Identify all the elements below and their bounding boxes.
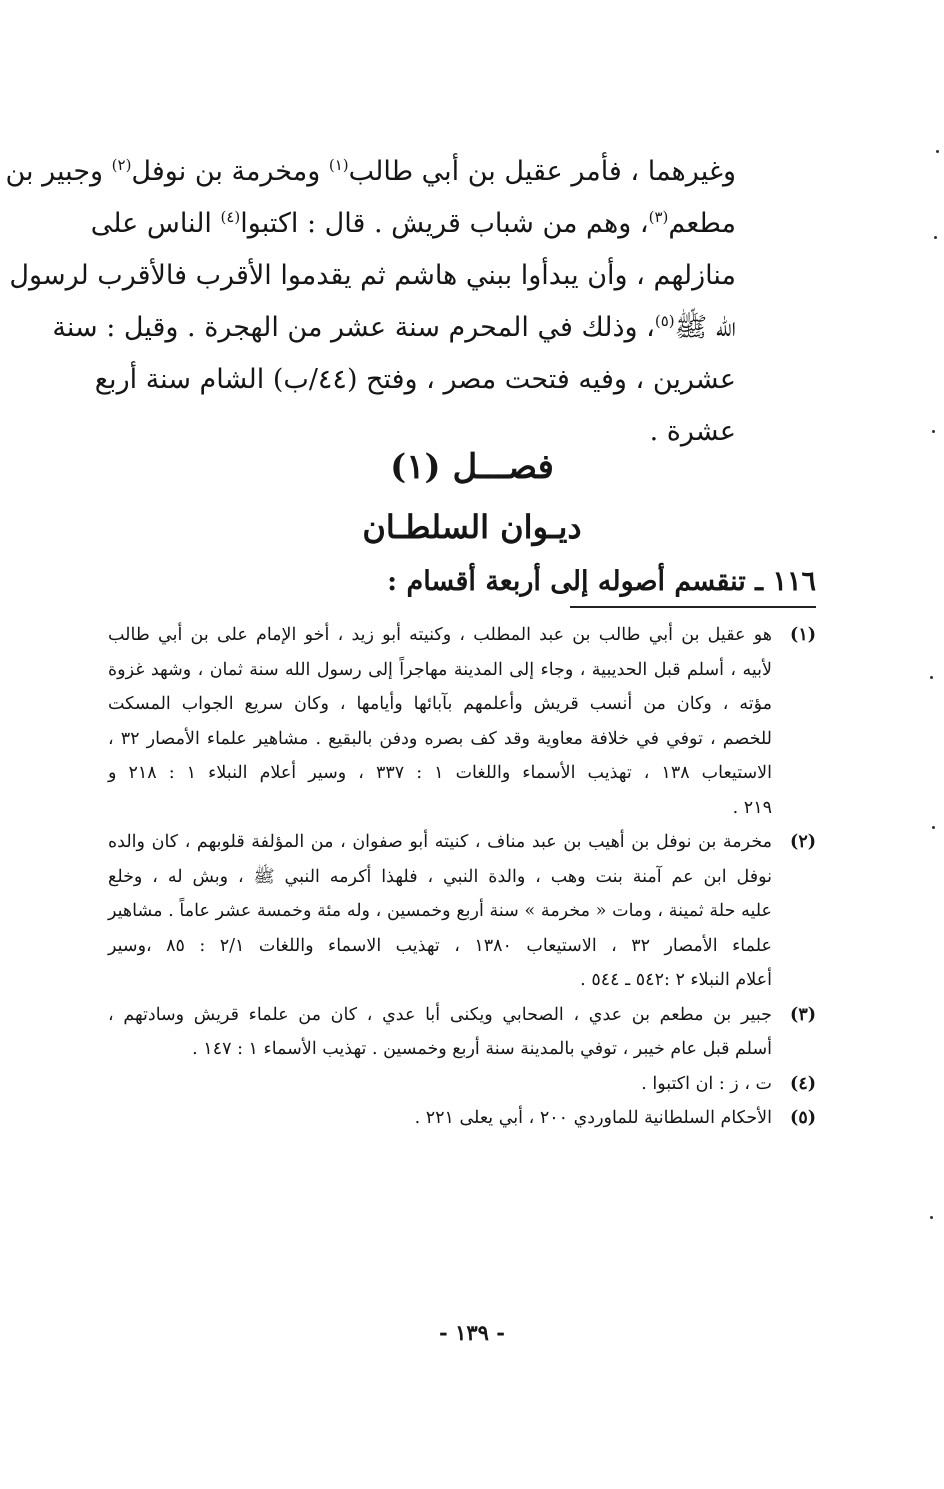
footnote-ref: (٤) <box>220 208 241 226</box>
footnote-line: الاستيعاب ١٣٨ ، تهذيب الأسماء واللغات ١ : ٣٣٧ ، وسير أعلام النبلاء ١ : ٢١٨ و <box>108 763 772 783</box>
text-run: مطعم <box>668 208 736 239</box>
scan-speck <box>930 676 933 679</box>
footnote-ref: (٥) <box>654 312 675 330</box>
footnote-divider <box>570 606 816 608</box>
text-run: منازلهم ، وأن يبدأوا ببني هاشم ثم يقدموا الأقرب فالأقرب لرسول <box>9 260 736 291</box>
footnote-line: نوفل ابن عم آمنة بنت وهب ، والدة النبي ، فلهذا أكرمه النبي ﷺ ، وبش له ، وخلع <box>108 866 772 887</box>
footnote-number: (٢) <box>790 832 816 852</box>
page-number: - ١٣٩ - <box>439 1320 505 1345</box>
footnote-line: هو عقيل بن أبي طالب بن عبد المطلب ، وكنيته أبو زيد ، أخو الإمام على بن أبي طالب <box>108 625 772 645</box>
footnote-ref: (٣) <box>648 208 669 226</box>
body-line <box>52 302 736 354</box>
footnote-line: لأبيه ، أسلم قبل الحديبية ، وجاء إلى المدينة مهاجراً إلى رسول الله سنة ثمان ، وشهد غزوة <box>108 659 772 680</box>
footnote-line: ٢١٩ . <box>732 797 772 818</box>
text-run: عشرة . <box>649 416 736 447</box>
footnote-line: مخرمة بن نوفل بن أهيب بن عبد مناف ، كنيته أبو صفوان ، من المؤلفة قلوبهم ، كان والده <box>108 832 772 852</box>
body-line <box>9 250 736 302</box>
footnote-line: للخصم ، توفي في خلافة معاوية وقد كف بصره ودفن بالبقيع . مشاهير علماء الأمصار ٣٢ ، <box>108 728 772 749</box>
footnote-line: أسلم قبل عام خيبر ، توفي بالمدينة سنة أربع وخمسين . تهذيب الأسماء ١ : ١٤٧ . <box>192 1039 772 1059</box>
footnote-line: أعلام النبلاء ٢ :٥٤٢ ـ ٥٤٤ . <box>580 970 772 990</box>
footnote-number: (٣) <box>790 1004 816 1025</box>
footnote-number: (٤) <box>790 1073 816 1094</box>
footnote-item <box>108 1067 816 1102</box>
footnote-ref: (١) <box>328 156 349 174</box>
paragraph-heading: ١١٦ ـ تنقسم أصوله إلى أربعة أقسام : <box>387 566 816 597</box>
text-run: ومخرمة بن نوفل <box>131 156 329 187</box>
body-line <box>5 146 736 198</box>
chapter-title: ديـوان السلطـان <box>362 508 582 546</box>
footnote-item <box>108 618 816 825</box>
body-line <box>90 198 736 250</box>
scan-speck <box>932 826 935 829</box>
footnotes <box>108 618 816 1136</box>
text-run: عشرين ، وفيه فتحت مصر ، وفتح (٤٤/ب) الشام سنة أربع <box>94 364 736 395</box>
footnote-item <box>108 825 816 998</box>
scan-speck <box>932 430 935 433</box>
text-run: الله ﷺ <box>674 312 736 343</box>
footnote-number: (١) <box>790 625 816 645</box>
footnote-ref: (٢) <box>111 156 132 174</box>
footnote-number: (٥) <box>790 1108 816 1128</box>
text-run: ، وهم من شباب قريش . قال : اكتبوا <box>240 208 649 239</box>
text-run: ، وذلك في المحرم سنة عشر من الهجرة . وقيل : سنة <box>52 312 655 343</box>
footnote-line: عليه حلة ثمينة ، ومات « مخرمة » سنة أربع وخمسين ، وله مئة وخمسة عشر عاماً . مشاهير <box>108 901 772 921</box>
text-run: وجبير بن <box>5 156 112 187</box>
text-run: الناس على <box>90 208 221 239</box>
section-title: فصـــل (١) <box>390 447 554 487</box>
text-run: وغيرهما ، فأمر عقيل بن أبي طالب <box>348 156 736 187</box>
footnote-line: جبير بن مطعم بن عدي ، الصحابي ويكنى أبا عدي ، كان من علماء قريش وسادتهم ، <box>108 1004 772 1025</box>
footnote-item <box>108 1101 816 1136</box>
footnote-line: ت ، ز : ان اكتبوا . <box>641 1073 772 1094</box>
footnote-line: علماء الأمصار ٣٢ ، الاستيعاب ١٣٨٠ ، تهذيب الاسماء واللغات ٢/١ : ٨٥ ،وسير <box>108 935 772 956</box>
scan-speck <box>934 236 937 239</box>
scan-speck <box>936 150 939 153</box>
body-line <box>94 354 736 406</box>
footnote-line: مؤته ، وكان من أنسب قريش وأعلمهم بآبائها وأيامها ، وكان سريع الجواب المسكت <box>108 694 772 714</box>
footnote-item <box>108 998 816 1067</box>
footnote-line: الأحكام السلطانية للماوردي ٢٠٠ ، أبي يعلى ٢٢١ . <box>414 1108 772 1128</box>
body-paragraph <box>5 146 736 458</box>
scan-speck <box>930 1216 933 1219</box>
